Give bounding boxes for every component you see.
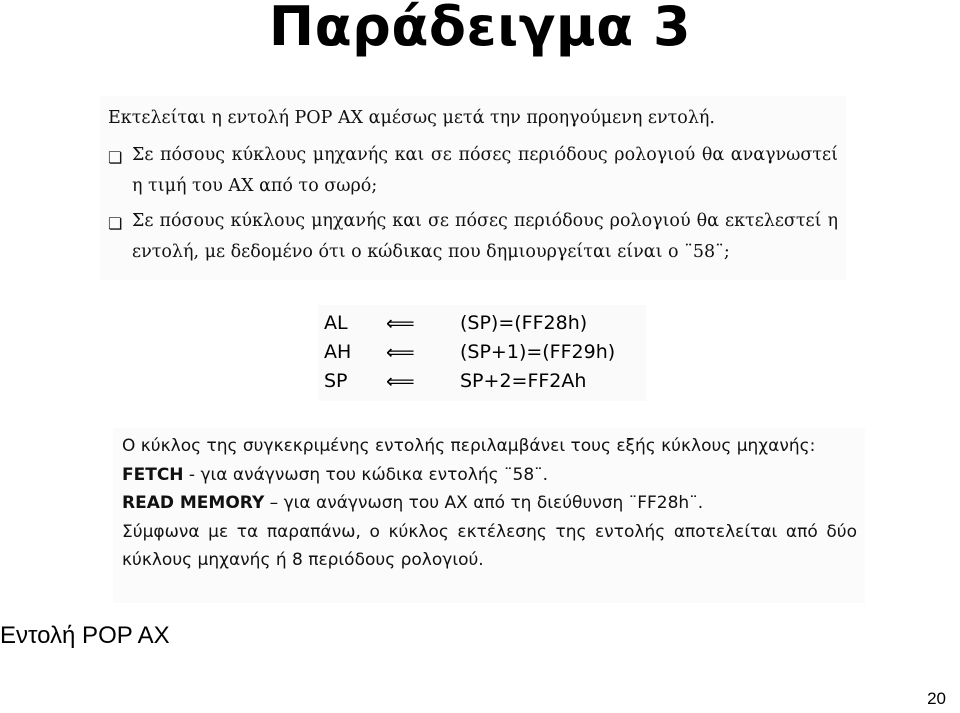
question-item xyxy=(108,206,838,268)
exercise-intro: Εκτελείται η εντολή POP AX αμέσως μετά την προηγούμενη εντολή. xyxy=(108,108,715,128)
question-text: Σε πόσους κύκλους μηχανής και σε πόσες περιόδους ρολογιού θα αναγνωστεί η τιμή του AX από το σωρό; xyxy=(132,145,838,196)
left-double-arrow-icon: ⟸ xyxy=(386,311,415,335)
fetch-label: FETCH xyxy=(122,464,184,485)
left-double-arrow-icon: ⟸ xyxy=(386,369,415,393)
answer-block xyxy=(113,428,865,603)
register-expression: (SP+1)=(FF29h) xyxy=(460,341,616,363)
fetch-text: - για ανάγνωση του κώδικα εντολής ¨58¨. xyxy=(183,464,549,485)
register-expression: SP+2=FF2Ah xyxy=(460,370,587,392)
answer-conclusion: Σύμφωνα με τα παραπάνω, ο κύκλος εκτέλεσης της εντολής αποτελείται από δύο κύκλους μηχανής ή 8 περιόδους ρολογιού. xyxy=(122,521,857,570)
register-row xyxy=(324,338,640,367)
fetch-line xyxy=(122,461,857,490)
register-destination: AH xyxy=(324,341,352,363)
checkbox-square-icon: ❏ xyxy=(108,148,123,167)
left-double-arrow-icon: ⟸ xyxy=(386,340,415,364)
read-memory-label: READ MEMORY xyxy=(122,493,265,513)
register-transfer-table xyxy=(318,305,646,401)
question-item xyxy=(108,140,838,202)
exercise-statement xyxy=(100,96,846,280)
register-row xyxy=(324,309,640,338)
page-number: 20 xyxy=(927,689,946,708)
slide-caption: Εντολή POP AX xyxy=(0,622,170,649)
register-destination: SP xyxy=(324,370,348,392)
register-expression: (SP)=(FF28h) xyxy=(460,312,588,334)
question-text: Σε πόσους κύκλους μηχανής και σε πόσες περιόδους ρολογιού θα εκτελεστεί η εντολή, με δεδομένο ότι ο κώδικας που δημιουργείται είναι ο ¨58¨; xyxy=(132,211,838,262)
slide-title: Παράδειγμα 3 xyxy=(268,0,692,58)
read-memory-line xyxy=(122,489,857,518)
read-memory-text: – για ανάγνωση του AX από τη διεύθυνση ¨FF28h¨. xyxy=(264,493,704,513)
register-row xyxy=(324,367,640,396)
checkbox-square-icon: ❏ xyxy=(108,214,123,233)
register-destination: AL xyxy=(324,312,348,334)
answer-intro: Ο κύκλος της συγκεκριμένης εντολής περιλαμβάνει τους εξής κύκλους μηχανής: xyxy=(122,436,816,456)
